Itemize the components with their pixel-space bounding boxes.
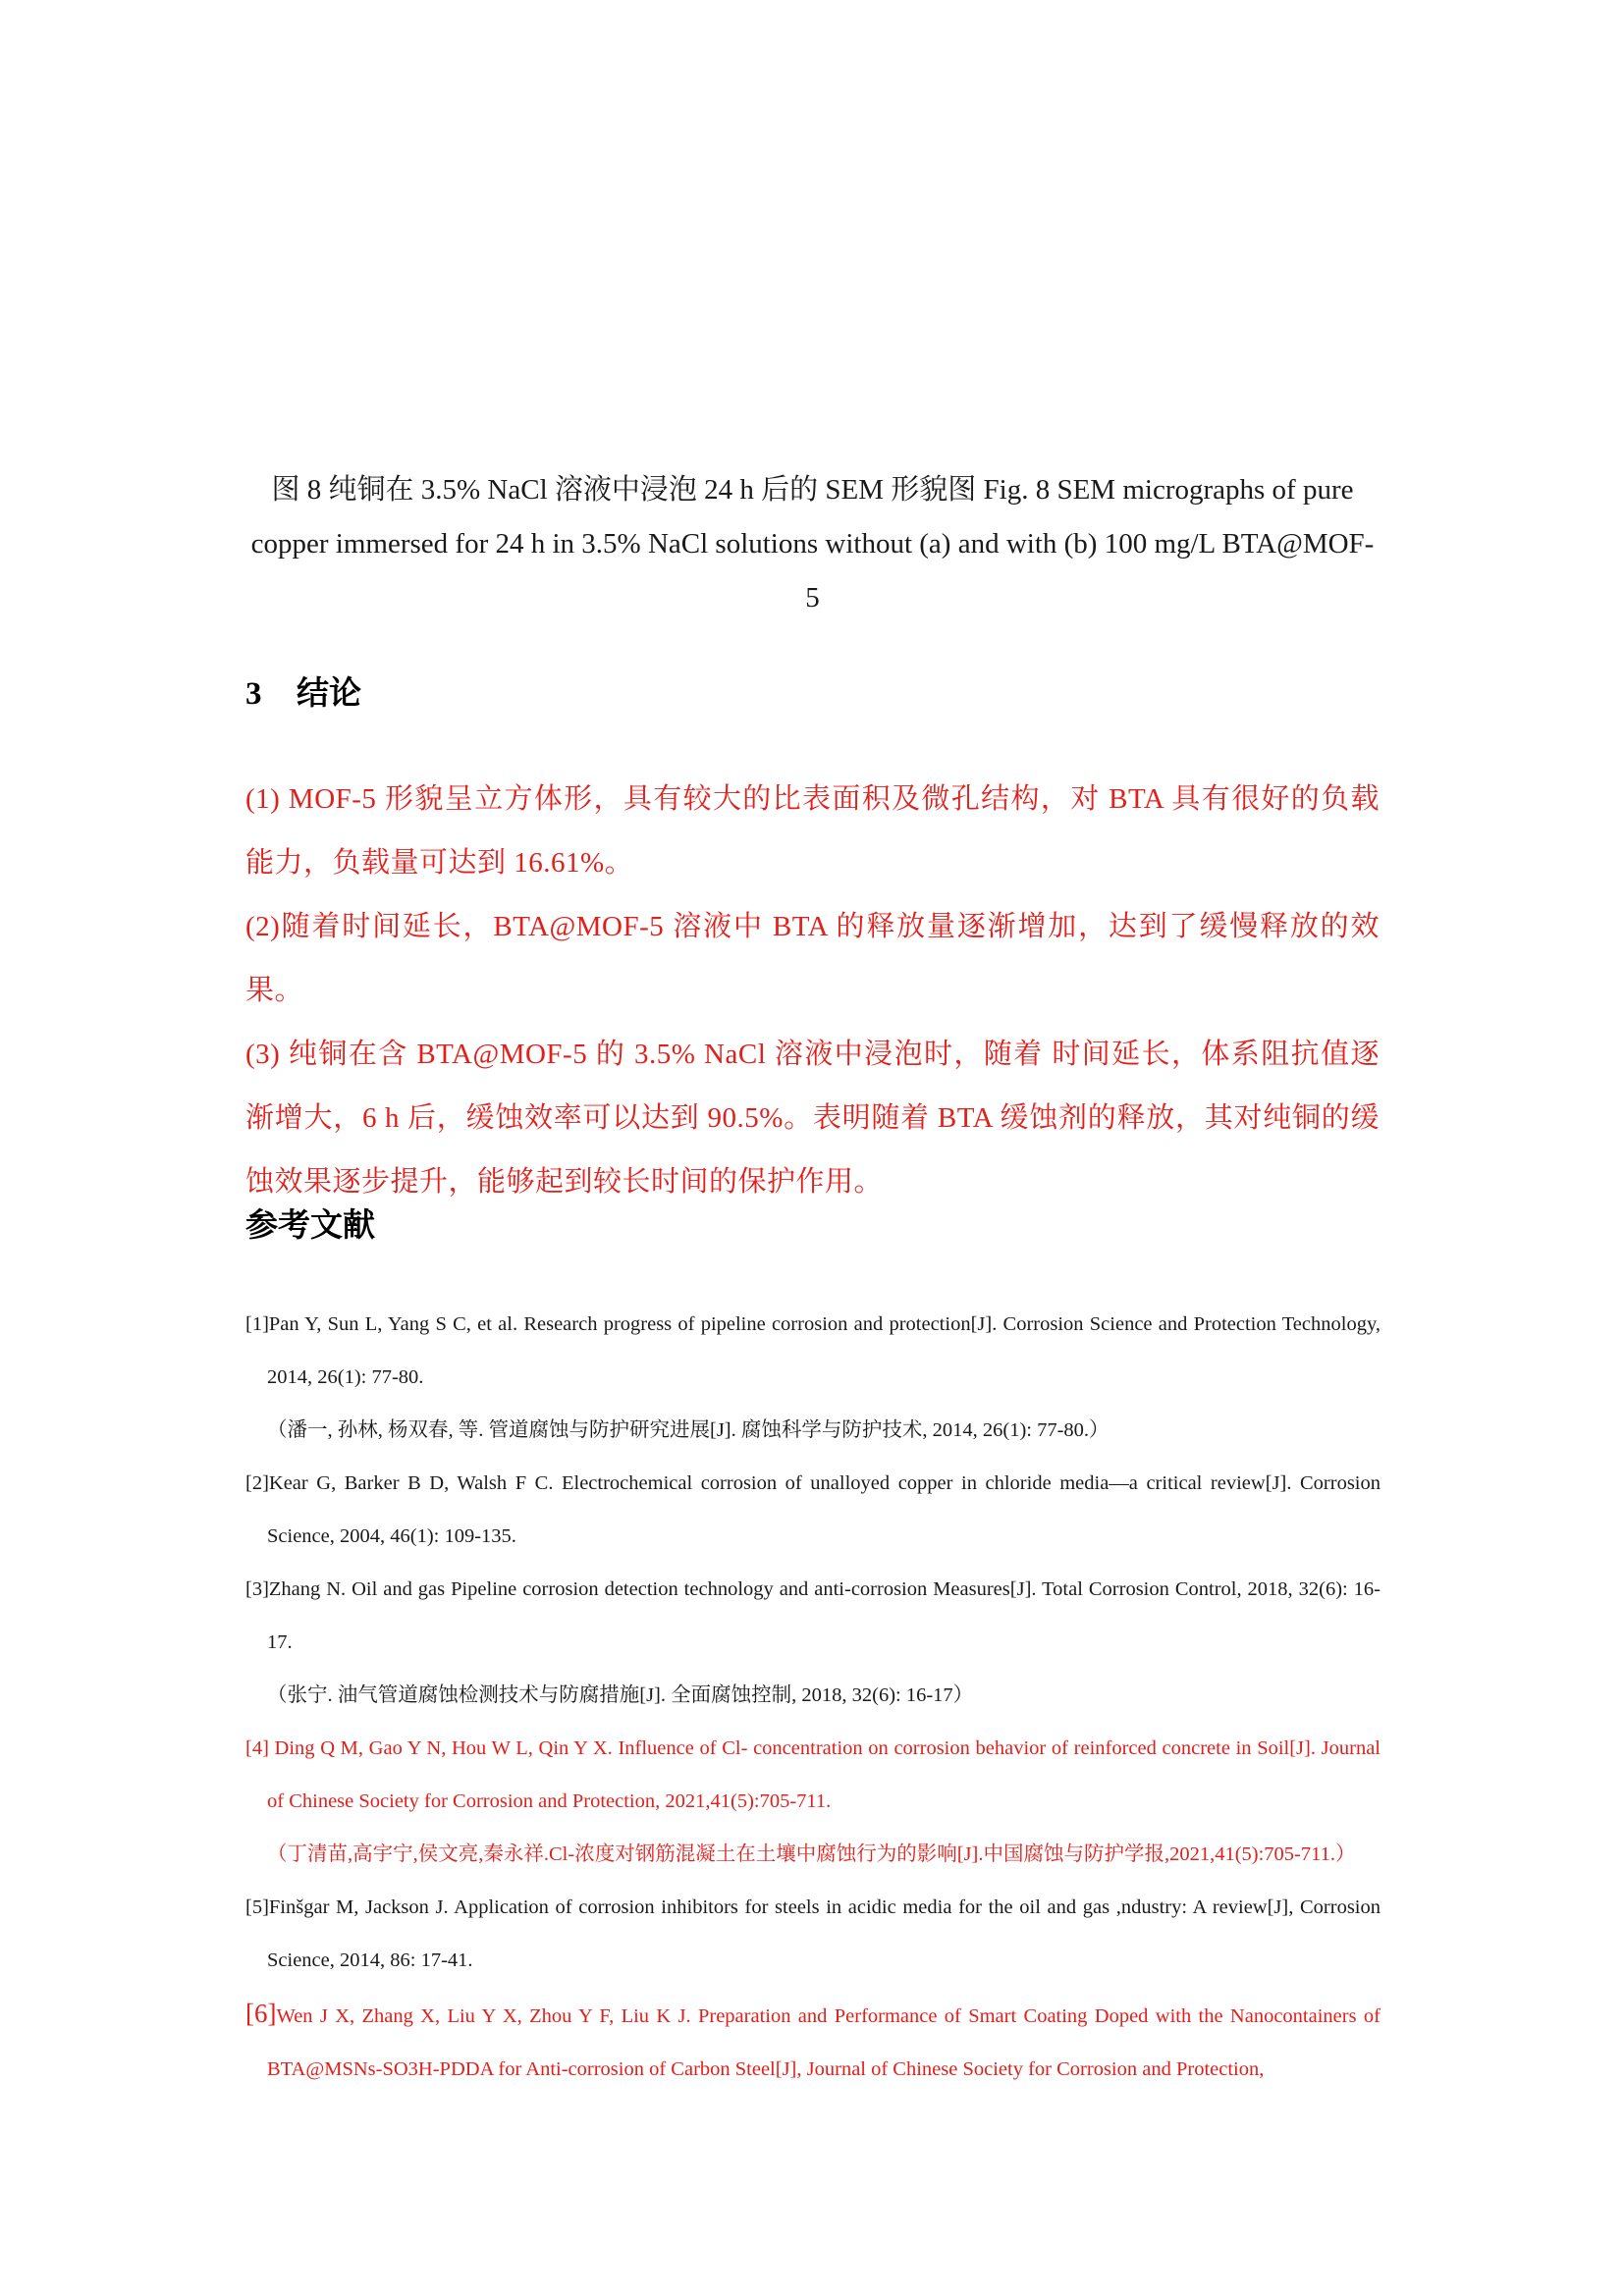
conclusion-item: (1) MOF-5 形貌呈立方体形，具有较大的比表面积及微孔结构，对 BTA 具有很好的负载能力，负载量可达到 16.61%。 (245, 783, 1380, 879)
reference-item: [5]Finšgar M, Jackson J. Application of corrosion inhibitors for steels in acidic media for the oil and gas ,ndustry: A review[J], Corrosion Science, 2014, 86: 17-41. (245, 1896, 1380, 1971)
reference-item (245, 1987, 1380, 2096)
reference-item: [2]Kear G, Barker B D, Walsh F C. Electrochemical corrosion of unalloyed copper in chloride media—a critical review[J]. Corrosion Science, 2004, 46(1): 109-135. (245, 1472, 1380, 1547)
reference-item: [4] Ding Q M, Gao Y N, Hou W L, Qin Y X. Influence of Cl- concentration on corrosion behavior of reinforced concrete in Soil[J]. Journal of Chinese Society for Corrosion and Protection, 2021,41(5):705-711. (245, 1737, 1380, 1812)
conclusion-item: (3) 纯铜在含 BTA@MOF-5 的 3.5% NaCl 溶液中浸泡时，随着 时间延长，体系阻抗值逐渐增大，6 h 后，缓蚀效率可以达到 90.5%。表明随着 BTA 缓蚀剂的释放，其对纯铜的缓蚀效果逐步提升，能够起到较长时间的保护作用。 (245, 1039, 1380, 1198)
section-title: 结论 (297, 673, 361, 712)
conclusion-item: (2)随着时间延长，BTA@MOF-5 溶液中 BTA 的释放量逐渐增加，达到了缓慢释放的效果。 (245, 911, 1380, 1006)
section-number: 3 (245, 676, 262, 712)
reference-item: [3]Zhang N. Oil and gas Pipeline corrosion detection technology and anti-corrosion Measures[J]. Total Corrosion Control, 2018, 32(6): 16-17. (245, 1578, 1380, 1653)
reference-item-chinese: （丁清苗,高宇宁,侯文亮,秦永祥.Cl-浓度对钢筋混凝土在土壤中腐蚀行为的影响[J].中国腐蚀与防护学报,2021,41(5):705-711.） (267, 1843, 1356, 1865)
reference-text: Wen J X, Zhang X, Liu Y X, Zhou Y F, Liu K J. Preparation and Performance of Smart Coating Doped with the Nanocontainers of BTA@MSNs-SO3H-PDDA for Anti-corrosion of Carbon Steel[J], Journal of Chinese Society for Corrosion and Protection, (267, 2005, 1380, 2080)
section-heading (245, 671, 361, 716)
references-heading: 参考文献 (245, 1205, 375, 1244)
figure-caption: 图 8 纯铜在 3.5% NaCl 溶液中浸泡 24 h 后的 SEM 形貌图 Fig. 8 SEM micrographs of pure copper immersed for 24 h in 3.5% NaCl solutions without (a) and with (b) 100 mg/L BTA@MOF-5 (250, 474, 1375, 614)
references-list (245, 1298, 1380, 2096)
reference-number: [6] (245, 1999, 277, 2028)
reference-item: [1]Pan Y, Sun L, Yang S C, et al. Research progress of pipeline corrosion and protection[J]. Corrosion Science and Protection Technology, 2014, 26(1): 77-80. (245, 1313, 1380, 1388)
conclusions-list (245, 768, 1380, 1214)
reference-item-chinese: （张宁. 油气管道腐蚀检测技术与防腐措施[J]. 全面腐蚀控制, 2018, 32(6): 16-17） (267, 1684, 974, 1706)
reference-item-chinese: （潘一, 孙林, 杨双春, 等. 管道腐蚀与防护研究进展[J]. 腐蚀科学与防护技术, 2014, 26(1): 77-80.） (267, 1419, 1110, 1441)
